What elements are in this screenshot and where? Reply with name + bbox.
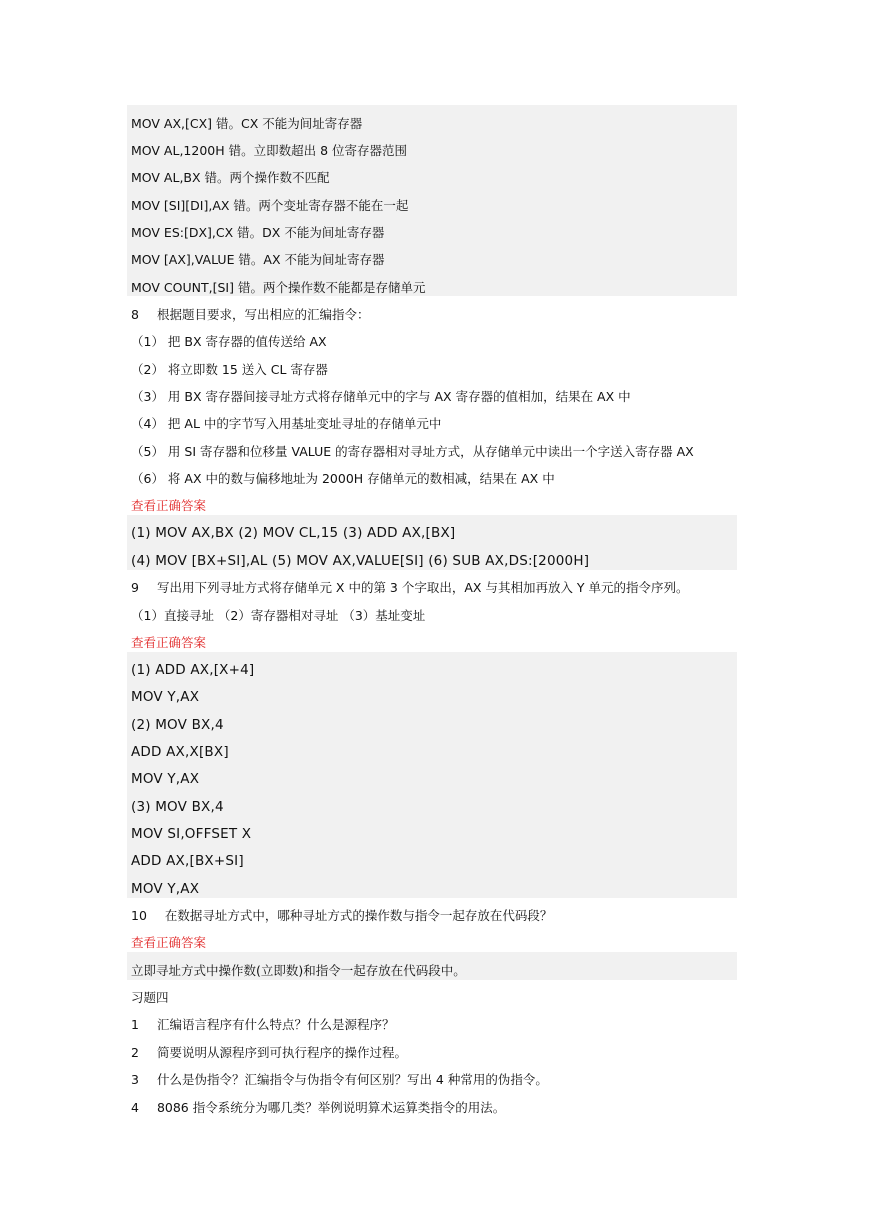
q8-item: （2） 将立即数 15 送入 CL 寄存器 [131, 362, 328, 377]
q8-item: （3） 用 BX 寄存器间接寻址方式将存储单元中的字与 AX 寄存器的值相加，结果在 AX 中 [131, 389, 631, 404]
question-text: 8086 指令系统分为哪几类？举例说明算术运算类指令的用法。 [156, 1100, 506, 1115]
q8-item: （5） 用 SI 寄存器和位移量 VALUE 的寄存器相对寻址方式，从存储单元中读出一个字送入寄存器 AX [131, 444, 694, 459]
question-text: 写出用下列寻址方式将存储单元 X 中的第 3 个字取出，AX 与其相加再放入 Y 单元的指令序列。 [156, 580, 689, 595]
question-text: 在数据寻址方式中，哪种寻址方式的操作数与指令一起存放在代码段？ [164, 908, 553, 923]
view-answer-link-q8[interactable]: 查看正确答案 [131, 498, 207, 513]
error-line: MOV AL,1200H 错。立即数超出 8 位寄存器范围 [131, 143, 408, 158]
question-10 [131, 902, 552, 929]
answer-line: MOV Y,AX [131, 689, 200, 705]
error-line: MOV [SI][DI],AX 错。两个变址寄存器不能在一起 [131, 198, 409, 213]
question-text: 根据题目要求，写出相应的汇编指令： [156, 307, 370, 322]
error-line: MOV ES:[DX],CX 错。DX 不能为间址寄存器 [131, 225, 385, 240]
question-number: 2 [131, 1045, 139, 1060]
q8-item: （6） 将 AX 中的数与偏移地址为 2000H 存储单元的数相减，结果在 AX 中 [131, 471, 555, 486]
chapter-title: 习题四 [131, 990, 169, 1005]
answer-line: (1) ADD AX,[X+4] [131, 662, 255, 678]
question-text: 什么是伪指令？汇编指令与伪指令有何区别？写出 4 种常用的伪指令。 [156, 1072, 548, 1087]
view-answer-link-q10[interactable]: 查看正确答案 [131, 935, 207, 950]
answer-line: MOV Y,AX [131, 881, 200, 897]
question-number: 10 [131, 908, 147, 923]
answer-line: (3) MOV BX,4 [131, 799, 224, 815]
error-line: MOV AL,BX 错。两个操作数不匹配 [131, 170, 330, 185]
error-line: MOV AX,[CX] 错。CX 不能为间址寄存器 [131, 116, 363, 131]
chapter-question [131, 1011, 394, 1038]
error-line: MOV COUNT,[SI] 错。两个操作数不能都是存储单元 [131, 280, 426, 295]
chapter-question [131, 1066, 548, 1093]
question-number: 9 [131, 580, 139, 595]
answer-line: 立即寻址方式中操作数(立即数)和指令一起存放在代码段中。 [131, 963, 466, 978]
view-answer-link-q9[interactable]: 查看正确答案 [131, 635, 207, 650]
q9-modes: （1）直接寻址 （2）寄存器相对寻址 （3）基址变址 [131, 608, 426, 623]
question-number: 8 [131, 307, 139, 322]
chapter-question [131, 1039, 407, 1066]
question-number: 4 [131, 1100, 139, 1115]
answer-line: MOV Y,AX [131, 771, 200, 787]
answer-line: MOV SI,OFFSET X [131, 826, 252, 842]
question-text: 汇编语言程序有什么特点？什么是源程序？ [156, 1017, 395, 1032]
question-number: 3 [131, 1072, 139, 1087]
question-number: 1 [131, 1017, 139, 1032]
question-text: 简要说明从源程序到可执行程序的操作过程。 [156, 1045, 407, 1060]
answer-line: ADD AX,X[BX] [131, 744, 229, 760]
answer-line: (1) MOV AX,BX (2) MOV CL,15 (3) ADD AX,[BX] [131, 525, 456, 541]
chapter-question [131, 1094, 505, 1121]
q8-item: （1） 把 BX 寄存器的值传送给 AX [131, 334, 327, 349]
error-line: MOV [AX],VALUE 错。AX 不能为间址寄存器 [131, 252, 385, 267]
question-8 [131, 301, 369, 328]
answer-line: (4) MOV [BX+SI],AL (5) MOV AX,VALUE[SI] (6) SUB AX,DS:[2000H] [131, 553, 590, 569]
q8-item: （4） 把 AL 中的字节写入用基址变址寻址的存储单元中 [131, 416, 442, 431]
question-9 [131, 574, 689, 601]
answer-line: (2) MOV BX,4 [131, 717, 224, 733]
answer-line: ADD AX,[BX+SI] [131, 853, 244, 869]
